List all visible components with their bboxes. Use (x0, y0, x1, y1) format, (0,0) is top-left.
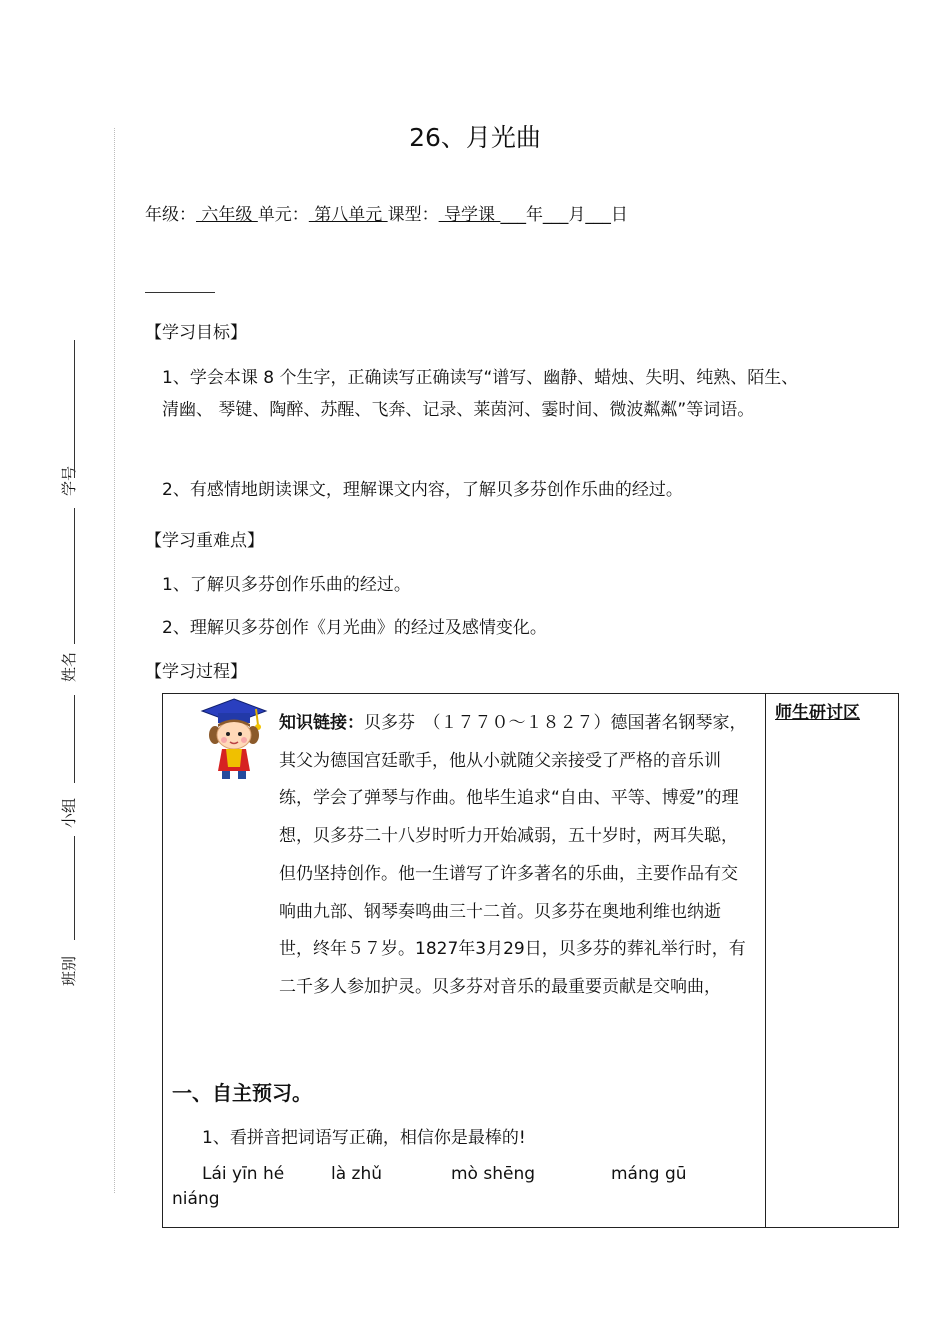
question-1: 1、看拼音把词语写正确，相信你是最棒的! (202, 1128, 526, 1148)
objectives-heading: 【学习目标】 (145, 323, 247, 343)
objective-item-2: 2、有感情地朗读课文，理解课文内容，了解贝多芬创作乐曲的经过。 (162, 480, 683, 500)
table-column-divider (765, 693, 766, 1228)
knowledge-label: 知识链接： (279, 713, 364, 733)
pinyin-item: là zhǔ (331, 1164, 383, 1184)
unit-value: 第八单元 (308, 205, 388, 225)
keypoint-item-2: 2、理解贝多芬创作《月光曲》的经过及感情变化。 (162, 618, 547, 638)
pinyin-item: máng gū (611, 1164, 687, 1184)
grade-value: 六年级 (196, 205, 258, 225)
pinyin-item: mò shēng (451, 1164, 536, 1184)
group-line (74, 695, 75, 783)
teacher-discussion-header: 师生研讨区 (775, 703, 860, 723)
name-label: 姓名 (60, 651, 78, 682)
pinyin-item: niáng (172, 1189, 220, 1209)
process-heading: 【学习过程】 (145, 662, 247, 682)
name-line (74, 508, 75, 644)
type-label: 课型： (387, 205, 439, 225)
pinyin-item: Lái yīn hé (202, 1164, 285, 1184)
meta-line (145, 200, 628, 225)
student-cartoon-icon (200, 697, 268, 783)
unit-label: 单元： (257, 205, 309, 225)
margin-dotted-line (114, 128, 115, 1193)
keypoint-item-1: 1、了解贝多芬创作乐曲的经过。 (162, 575, 411, 595)
date-fields: ___年___月___日 (500, 205, 628, 225)
knowledge-link (279, 705, 749, 1007)
section-self-preview-title: 一、自主预习。 (172, 1081, 312, 1105)
student-number-label: 学号 (60, 465, 78, 496)
objective-item-1: 1、学会本课 8 个生字，正确读写正确读写“谱写、幽静、蜡烛、失明、纯熟、陌生、清幽、 琴键、陶醉、苏醒、飞奔、记录、莱茵河、霎时间、微波粼粼”等词语。 (162, 368, 799, 420)
divider (145, 292, 215, 293)
student-number-line (74, 340, 75, 478)
pinyin-list (172, 1162, 762, 1212)
class-line (74, 836, 75, 940)
class-label: 班别 (60, 955, 78, 986)
type-value: 导学课 (438, 205, 501, 225)
grade-label: 年级： (145, 205, 196, 225)
page-title: 26、月光曲 (409, 123, 541, 152)
keypoints-heading: 【学习重难点】 (145, 531, 264, 551)
knowledge-text: 贝多芬 （１７７０～１８２７）德国著名钢琴家，其父为德国宫廷歌手，他从小就随父亲接受了严格的音乐训练，学会了弹琴与作曲。他毕生追求“自由、平等、博爱”的理想，贝多芬二十八岁时听力开始减弱，五十岁时，两耳失聪，但仍坚持创作。他一生谱写了许多著名的乐曲，主要作品有交响曲九部、钢琴奏鸣曲三十二首。贝多芬在奥地利维也纳逝世，终年５７岁。1827年3月29日，贝多芬的葬礼举行时，有二千多人参加护灵。贝多芬对音乐的最重要贡献是交响曲， (279, 713, 747, 997)
group-label: 小组 (60, 797, 78, 828)
